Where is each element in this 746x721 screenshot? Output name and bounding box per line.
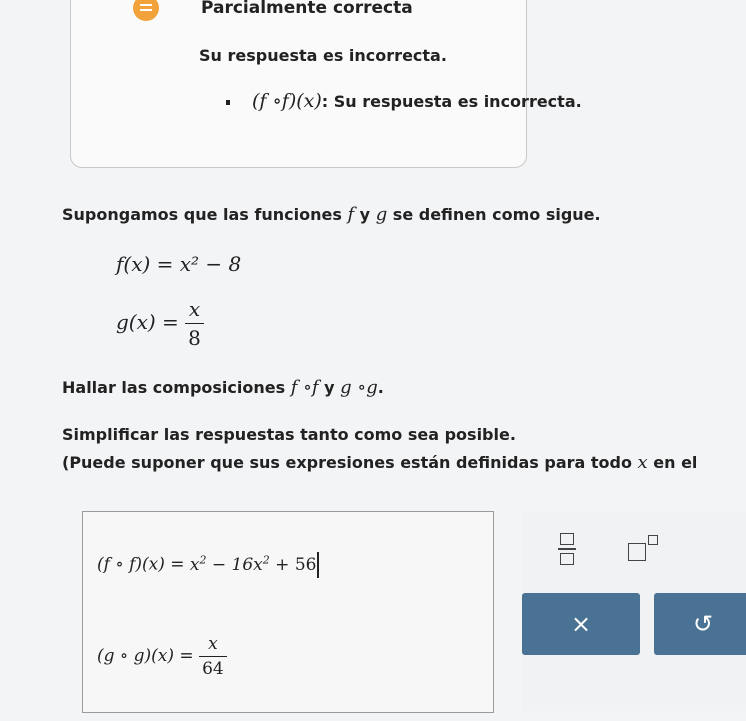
partial-correct-icon xyxy=(133,0,159,21)
ff-label: (f ∘ f)(x) = xyxy=(97,554,190,575)
ff-answer-input[interactable]: $x^2 - 16x^2 + 56$ xyxy=(190,555,319,575)
feedback-box xyxy=(70,0,582,168)
ff-answer-row xyxy=(97,552,319,578)
gg-answer-row xyxy=(97,634,227,679)
feedback-item-msg: : Su respuesta es incorrecta. xyxy=(321,92,582,111)
gg-answer-input[interactable]: $\frac{x}{64}$ xyxy=(199,634,227,679)
undo-button[interactable]: ↺ xyxy=(654,593,746,655)
feedback-item xyxy=(252,90,582,112)
clear-button[interactable]: × xyxy=(522,593,640,655)
assume-instruction: (Puede suponer que sus expresiones están definidas para todo x en el xyxy=(62,452,698,473)
answer-box xyxy=(82,511,494,713)
problem-intro: Supongamos que las funciones f y g se definen como sigue. xyxy=(62,204,601,225)
math-toolbar xyxy=(522,511,746,711)
f-definition: f(x) = x² − 8 xyxy=(116,252,242,276)
simplify-instruction: Simplificar las respuestas tanto como sea posible. xyxy=(62,425,516,444)
g-definition: g(x) = $\frac{x}{8}$ xyxy=(116,297,204,350)
feedback-status: Parcialmente correcta xyxy=(201,0,413,18)
fraction-tool-icon[interactable] xyxy=(558,533,576,565)
bullet-icon xyxy=(226,100,230,105)
text-cursor xyxy=(317,552,319,578)
feedback-message: Su respuesta es incorrecta. xyxy=(199,46,447,65)
feedback-item-expr: (f ∘f)(x) xyxy=(252,90,322,112)
task-text: Hallar las composiciones f ∘f y g ∘g. xyxy=(62,377,384,398)
gg-label: (g ∘ g)(x) = xyxy=(97,646,200,666)
